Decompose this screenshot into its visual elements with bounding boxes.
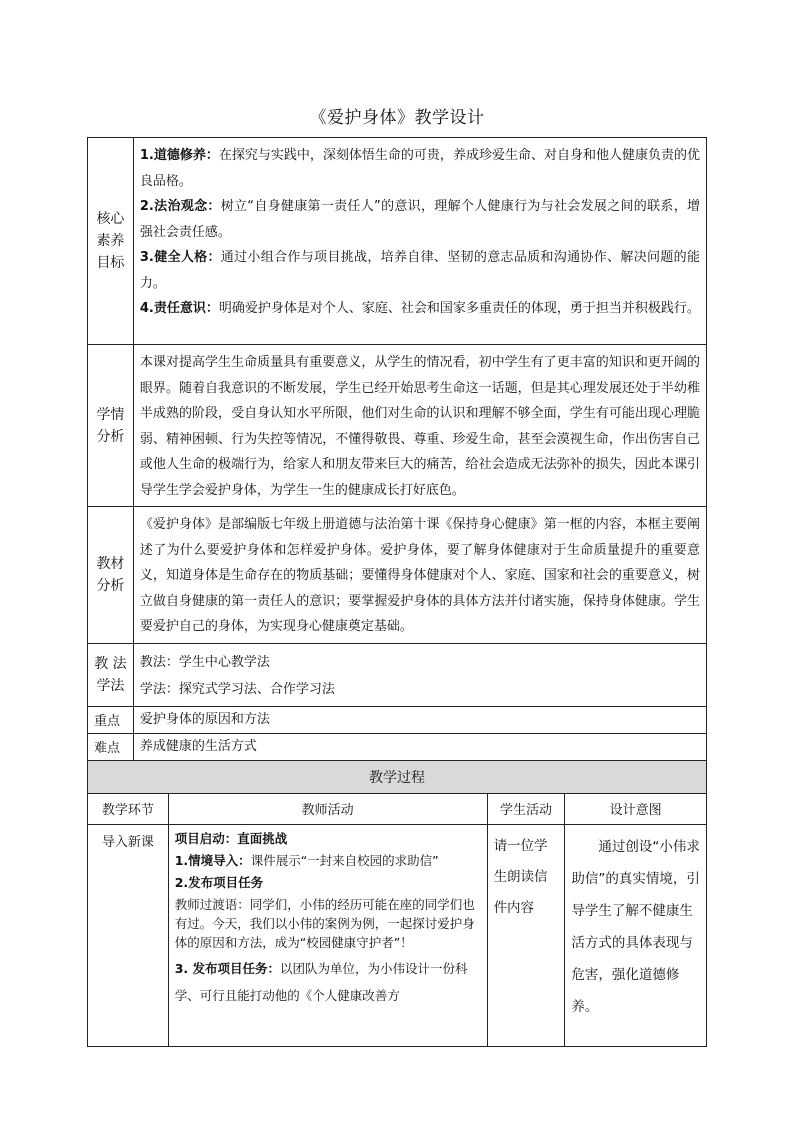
core-goals-label: 核心 素养 目标 (88, 138, 134, 345)
textbook-analysis-text: 《爱护身体》是部编版七年级上册道德与法治第十课《保持身心健康》第一框的内容，本框主要阐述了为什么要爱护身体和怎样爱护身体。爱护身体，要了解身体健康对于生命质量提升的重要意义，知道身体是生命存在的物质基础；要懂得身体健康对个人、家庭、国家和社会的重要意义，树立做自身健康的第一责任人的意识；要掌握爱护身体的具体方法并付诸实施，保持身体健康。学生要爱护自己的身体，为实现身心健康奠定基础。 (133, 507, 706, 644)
col-teacher: 教师活动 (168, 793, 487, 824)
methods-label: 教 法 学法 (88, 643, 134, 706)
key-point-row (88, 706, 707, 733)
difficulty-row (88, 733, 707, 760)
process-header-row (88, 760, 707, 793)
goal-item: 1.道德修养：在探究与实践中，深刻体悟生命的可贵，养成珍爱生命、对自身和他人健康负责的优良品格。 (139, 148, 700, 189)
teacher-activity: 项目启动：直面挑战 1.情境导入：课件展示“一封来自校园的求助信” 2.发布项目任务 教师过渡语：同学们，小伟的经历可能在座的同学们也有过。今天，我们以小伟的案例为例，一起探讨爱护身体的原因和方法，成为“校园健康守护者”！ 3. 发布项目任务：以团队为单位，为小伟设计一份科学、可行且能打动他的《个人健康改善方 (168, 824, 487, 1046)
stage-cell: 导入新课 (88, 824, 169, 1046)
textbook-analysis-label: 教材 分析 (88, 507, 134, 644)
teaching-method: 教法：学生中心教学法 (139, 654, 270, 670)
methods-row (88, 643, 707, 706)
goal-item: 3.健全人格：通过小组合作与项目挑战，培养自律、坚韧的意志品质和沟通协作、解决问题的能力。 (139, 250, 700, 291)
key-point-text: 爱护身体的原因和方法 (133, 706, 706, 733)
student-analysis-text: 本课对提高学生生命质量具有重要意义，从学生的情况看，初中学生有了更丰富的知识和更开阔的眼界。随着自我意识的不断发展，学生已经开始思考生命这一话题，但是其心理发展还处于半幼稚半成熟的阶段，受自身认知水平所限，他们对生命的认识和理解不够全面，学生有可能出现心理脆弱、精神困顿、行为失控等情况，不懂得敬畏、尊重、珍爱生命，甚至会漠视生命，作出伤害自己或他人生命的极端行为，给家人和朋友带来巨大的痛苦，给社会造成无法弥补的损失，因此本课引导学生学会爱护身体，为学生一生的健康成长打好底色。 (133, 345, 706, 507)
student-analysis-row (88, 345, 707, 507)
student-analysis-label: 学情 分析 (88, 345, 134, 507)
core-goals-row (88, 138, 707, 345)
col-intent: 设计意图 (565, 793, 707, 824)
process-header: 教学过程 (88, 760, 707, 793)
process-row (88, 824, 707, 1046)
learning-method: 学法：探究式学习法、合作学习法 (139, 681, 335, 697)
difficulty-text: 养成健康的生活方式 (133, 733, 706, 760)
key-point-label: 重点 (88, 706, 134, 733)
lesson-plan-table (87, 137, 707, 1047)
difficulty-label: 难点 (88, 733, 134, 760)
core-goals-content (133, 138, 706, 345)
student-activity: 请一位学生朗读信件内容 (487, 824, 565, 1046)
goal-item: 4.责任意识：明确爱护身体是对个人、家庭、社会和国家多重责任的体现，勇于担当并积极践行。 (139, 301, 700, 316)
design-intent: 通过创设“小伟求助信”的真实情境，引导学生了解不健康生活方式的具体表现与危害，强化道德修养。 (565, 824, 707, 1046)
document-title: 《爱护身体》教学设计 (309, 108, 485, 128)
goal-item: 2.法治观念：树立“自身健康第一责任人”的意识，理解个人健康行为与社会发展之间的联系，增强社会责任感。 (139, 199, 700, 240)
methods-content (133, 643, 706, 706)
col-stage: 教学环节 (88, 793, 169, 824)
process-columns-row (88, 793, 707, 824)
col-student: 学生活动 (487, 793, 565, 824)
textbook-analysis-row (88, 507, 707, 644)
